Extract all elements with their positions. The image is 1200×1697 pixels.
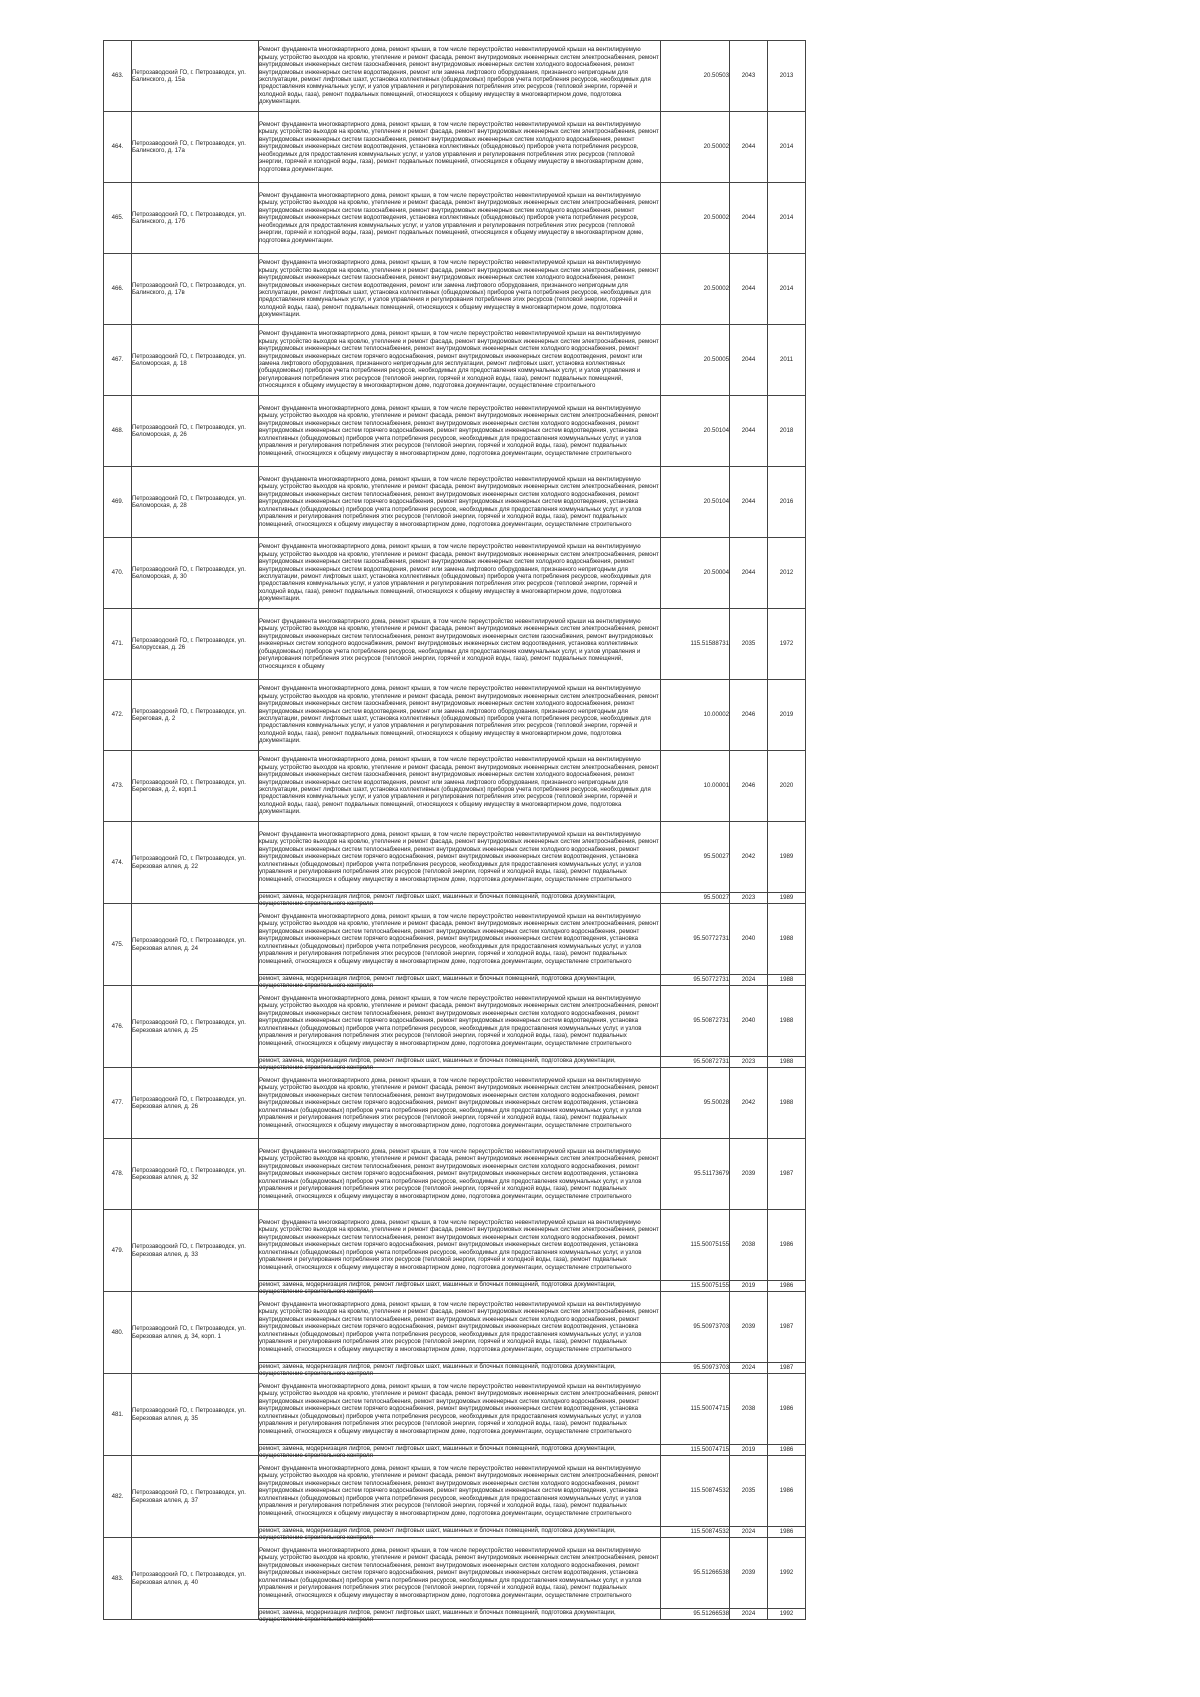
table-row	[104, 986, 806, 1057]
work-description-cell	[259, 975, 661, 990]
work-description-text: Ремонт фундамента многоквартирного дома, ремонт крыши, в том числе переустройство невентилируемой крыши на вентилируемую крышу, устройство выходов на кровлю, утепление и ремонт фасада, ремонт внутридомовых инженерных систем электроснабжения, ремонт внутридомовых инженерных систем теплоснабжения, ремонт внутридомовых инженерных систем холодного водоснабжения, ремонт внутридомовых инженерных систем горячего водоснабжения, ремонт внутридомовых инженерных систем водоотведения, установка коллективных (общедомовых) приборов учета потребления ресурсов, необходимых для предоставления коммунальных услуг, и узлов управления и регулирования потребления этих ресурсов (тепловой энергии, горячей и холодной воды, газа), ремонт подвальных помещений, относящихся к общему имуществу в многоквартирном доме, подготовка документации, осуществление строительного	[259, 1382, 659, 1435]
address-cell: Петрозаводский ГО, г. Петрозаводск, ул. Березовая аллея, д. 32	[132, 1139, 259, 1210]
work-description-text: Ремонт фундамента многоквартирного дома, ремонт крыши, в том числе переустройство невентилируемой крыши на вентилируемую крышу, устройство выходов на кровлю, утепление и ремонт фасада, ремонт внутридомовых инженерных систем электроснабжения, ремонт внутридомовых инженерных систем газоснабжения, ремонт внутридомовых инженерных систем холодного водоснабжения, ремонт внутридомовых инженерных систем водоотведения, ремонт или замена лифтового оборудования, признанного непригодным для эксплуатации, ремонт лифтовых шахт, установка коллективных (общедомовых) приборов учета потребления ресурсов, необходимых для предоставления коммунальных услуг, и узлов управления и регулирования потребления этих ресурсов (тепловой энергии, горячей и холодной воды, газа), ремонт подвальных помещений, относящихся к общему имуществу в многоквартирном доме, подготовка документации.	[259, 685, 659, 745]
work-description-text: Ремонт фундамента многоквартирного дома, ремонт крыши, в том числе переустройство невентилируемой крыши на вентилируемую крышу, устройство выходов на кровлю, утепление и ремонт фасада, ремонт внутридомовых инженерных систем электроснабжения, ремонт внутридомовых инженерных систем газоснабжения, ремонт внутридомовых инженерных систем холодного водоснабжения, ремонт внутридомовых инженерных систем водоотведения, ремонт или замена лифтового оборудования, признанного непригодным для эксплуатации, ремонт лифтовых шахт, установка коллективных (общедомовых) приборов учета потребления ресурсов, необходимых для предоставления коммунальных услуг, и узлов управления и регулирования потребления этих ресурсов (тепловой энергии, горячей и холодной воды, газа), ремонт подвальных помещений, относящихся к общему имуществу в многоквартирном доме, подготовка документации.	[259, 259, 659, 319]
work-description-cell	[259, 183, 661, 254]
work-description-text: Ремонт фундамента многоквартирного дома, ремонт крыши, в том числе переустройство невентилируемой крыши на вентилируемую крышу, устройство выходов на кровлю, утепление и ремонт фасада, ремонт внутридомовых инженерных систем электроснабжения, ремонт внутридомовых инженерных систем газоснабжения, ремонт внутридомовых инженерных систем холодного водоснабжения, ремонт внутридомовых инженерных систем водоотведения, ремонт или замена лифтового оборудования, признанного непригодным для эксплуатации, ремонт лифтовых шахт, установка коллективных (общедомовых) приборов учета потребления ресурсов, необходимых для предоставления коммунальных услуг, и узлов управления и регулирования потребления этих ресурсов (тепловой энергии, горячей и холодной воды, газа), ремонт подвальных помещений, относящихся к общему имуществу в многоквартирном доме, подготовка документации.	[259, 543, 659, 603]
build-year-cell: 1988	[768, 904, 806, 975]
table-row	[104, 1068, 806, 1139]
build-year-cell: 2012	[768, 538, 806, 609]
build-year-cell: 2014	[768, 112, 806, 183]
planned-year-cell: 2039	[730, 1292, 768, 1363]
capital-repair-table	[103, 40, 806, 1624]
build-year-cell: 2018	[768, 396, 806, 467]
build-year-cell: 1987	[768, 1139, 806, 1210]
row-number: 476.	[104, 986, 132, 1068]
build-year-cell: 1987	[768, 1363, 806, 1374]
row-number: 468.	[104, 396, 132, 467]
cost-cell: 115.50074715	[661, 1445, 730, 1456]
row-number: 480.	[104, 1292, 132, 1374]
build-year-cell: 1972	[768, 609, 806, 680]
row-number: 474.	[104, 822, 132, 904]
row-number: 483.	[104, 1538, 132, 1620]
build-year-cell: 2014	[768, 183, 806, 254]
planned-year-cell: 2024	[730, 1609, 768, 1620]
build-year-cell: 1992	[768, 1538, 806, 1609]
address-cell: Петрозаводский ГО, г. Петрозаводск, ул. Березовая аллея, д. 33	[132, 1210, 259, 1292]
work-description-text: ремонт, замена, модернизация лифтов, ремонт лифтовых шахт, машинных и блочных помещений, подготовка документации, осуществление строительного контроля	[259, 893, 616, 908]
row-number: 465.	[104, 183, 132, 254]
row-number: 477.	[104, 1068, 132, 1139]
planned-year-cell: 2044	[730, 467, 768, 538]
build-year-cell: 2013	[768, 41, 806, 112]
planned-year-cell: 2044	[730, 325, 768, 396]
work-description-text: Ремонт фундамента многоквартирного дома, ремонт крыши, в том числе переустройство невентилируемой крыши на вентилируемую крышу, устройство выходов на кровлю, утепление и ремонт фасада, ремонт внутридомовых инженерных систем электроснабжения, ремонт внутридомовых инженерных систем теплоснабжения, ремонт внутридомовых инженерных систем холодного водоснабжения, ремонт внутридомовых инженерных систем горячего водоснабжения, ремонт внутридомовых инженерных систем водоотведения, установка коллективных (общедомовых) приборов учета потребления ресурсов, необходимых для предоставления коммунальных услуг, и узлов управления и регулирования потребления этих ресурсов (тепловой энергии, горячей и холодной воды, газа), ремонт подвальных помещений, относящихся к общему имуществу в многоквартирном доме, подготовка документации, осуществление строительного	[259, 475, 659, 528]
table-row	[104, 1538, 806, 1609]
work-description-text: Ремонт фундамента многоквартирного дома, ремонт крыши, в том числе переустройство невентилируемой крыши на вентилируемую крышу, устройство выходов на кровлю, утепление и ремонт фасада, ремонт внутридомовых инженерных систем электроснабжения, ремонт внутридомовых инженерных систем теплоснабжения, ремонт внутридомовых инженерных систем холодного водоснабжения, ремонт внутридомовых инженерных систем горячего водоснабжения, ремонт внутридомовых инженерных систем водоотведения, установка коллективных (общедомовых) приборов учета потребления ресурсов, необходимых для предоставления коммунальных услуг, и узлов управления и регулирования потребления этих ресурсов (тепловой энергии, горячей и холодной воды, газа), ремонт подвальных помещений, относящихся к общему имуществу в многоквартирном доме, подготовка документации, осуществление строительного	[259, 1300, 659, 1353]
planned-year-cell: 2019	[730, 1445, 768, 1456]
work-description-text: Ремонт фундамента многоквартирного дома, ремонт крыши, в том числе переустройство невентилируемой крыши на вентилируемую крышу, устройство выходов на кровлю, утепление и ремонт фасада, ремонт внутридомовых инженерных систем электроснабжения, ремонт внутридомовых инженерных систем теплоснабжения, ремонт внутридомовых инженерных систем холодного водоснабжения, ремонт внутридомовых инженерных систем горячего водоснабжения, ремонт внутридомовых инженерных систем водоотведения, установка коллективных (общедомовых) приборов учета потребления ресурсов, необходимых для предоставления коммунальных услуг, и узлов управления и регулирования потребления этих ресурсов (тепловой энергии, горячей и холодной воды, газа), ремонт подвальных помещений, относящихся к общему имуществу в многоквартирном доме, подготовка документации, осуществление строительного	[259, 1147, 659, 1200]
work-description-cell	[259, 1374, 661, 1445]
build-year-cell: 2019	[768, 680, 806, 751]
work-description-text: ремонт, замена, модернизация лифтов, ремонт лифтовых шахт, машинных и блочных помещений, подготовка документации, осуществление строительного контроля	[259, 1609, 616, 1624]
build-year-cell: 1986	[768, 1456, 806, 1527]
cost-cell: 95.50027	[661, 893, 730, 904]
work-description-text: Ремонт фундамента многоквартирного дома, ремонт крыши, в том числе переустройство невентилируемой крыши на вентилируемую крышу, устройство выходов на кровлю, утепление и ремонт фасада, ремонт внутридомовых инженерных систем электроснабжения, ремонт внутридомовых инженерных систем газоснабжения, ремонт внутридомовых инженерных систем холодного водоснабжения, ремонт внутридомовых инженерных систем водоотведения, ремонт или замена лифтового оборудования, признанного непригодным для эксплуатации, ремонт лифтовых шахт, установка коллективных (общедомовых) приборов учета потребления ресурсов, необходимых для предоставления коммунальных услуг, и узлов управления и регулирования потребления этих ресурсов (тепловой энергии, горячей и холодной воды, газа), ремонт подвальных помещений, относящихся к общему имуществу в многоквартирном доме, подготовка документации.	[259, 756, 659, 816]
build-year-cell: 1987	[768, 1292, 806, 1363]
planned-year-cell: 2040	[730, 986, 768, 1057]
planned-year-cell: 2038	[730, 1210, 768, 1281]
cost-cell: 95.50027	[661, 822, 730, 893]
work-description-cell	[259, 1445, 661, 1460]
table-row	[104, 538, 806, 609]
cost-cell: 95.50973703	[661, 1292, 730, 1363]
work-description-text: Ремонт фундамента многоквартирного дома, ремонт крыши, в том числе переустройство невентилируемой крыши на вентилируемую крышу, устройство выходов на кровлю, утепление и ремонт фасада, ремонт внутридомовых инженерных систем электроснабжения, ремонт внутридомовых инженерных систем теплоснабжения, ремонт внутридомовых инженерных систем холодного водоснабжения, ремонт внутридомовых инженерных систем горячего водоснабжения, ремонт внутридомовых инженерных систем водоотведения, установка коллективных (общедомовых) приборов учета потребления ресурсов, необходимых для предоставления коммунальных услуг, и узлов управления и регулирования потребления этих ресурсов (тепловой энергии, горячей и холодной воды, газа), ремонт подвальных помещений, относящихся к общему имуществу в многоквартирном доме, подготовка документации, осуществление строительного	[259, 1076, 659, 1129]
cost-cell: 95.50872731	[661, 1057, 730, 1068]
table-row	[104, 325, 806, 396]
row-number: 481.	[104, 1374, 132, 1456]
cost-cell: 115.50075155	[661, 1281, 730, 1292]
cost-cell: 95.50973703	[661, 1363, 730, 1374]
work-description-cell	[259, 1210, 661, 1281]
document-sheet	[103, 40, 805, 1624]
build-year-cell: 1986	[768, 1374, 806, 1445]
cost-cell: 20.50004	[661, 538, 730, 609]
address-cell: Петрозаводский ГО, г. Петрозаводск, ул. Березовая аллея, д. 22	[132, 822, 259, 904]
build-year-cell: 1986	[768, 1210, 806, 1281]
planned-year-cell: 2044	[730, 254, 768, 325]
planned-year-cell: 2039	[730, 1139, 768, 1210]
planned-year-cell: 2044	[730, 112, 768, 183]
work-description-text: ремонт, замена, модернизация лифтов, ремонт лифтовых шахт, машинных и блочных помещений, подготовка документации, осуществление строительного контроля	[259, 975, 616, 990]
cost-cell: 20.50503	[661, 41, 730, 112]
work-description-cell	[259, 680, 661, 751]
build-year-cell: 1988	[768, 975, 806, 986]
row-number: 482.	[104, 1456, 132, 1538]
planned-year-cell: 2024	[730, 975, 768, 986]
cost-cell: 95.51173679	[661, 1139, 730, 1210]
work-description-cell	[259, 254, 661, 325]
work-description-text: ремонт, замена, модернизация лифтов, ремонт лифтовых шахт, машинных и блочных помещений, подготовка документации, осуществление строительного контроля	[259, 1363, 616, 1378]
cost-cell: 115.50874532	[661, 1527, 730, 1538]
cost-cell: 20.50005	[661, 325, 730, 396]
work-description-cell	[259, 751, 661, 822]
cost-cell: 95.51266538	[661, 1609, 730, 1620]
cost-cell: 95.50772731	[661, 904, 730, 975]
cost-cell: 115.50074715	[661, 1374, 730, 1445]
work-description-cell	[259, 893, 661, 908]
work-description-cell	[259, 538, 661, 609]
cost-cell: 20.50104	[661, 396, 730, 467]
address-cell: Петрозаводский ГО, г. Петрозаводск, ул. Березовая аллея, д. 34, корп. 1	[132, 1292, 259, 1374]
table-row	[104, 1210, 806, 1281]
planned-year-cell: 2044	[730, 183, 768, 254]
table-row	[104, 822, 806, 893]
address-cell: Петрозаводский ГО, г. Петрозаводск, ул. Беломорская, д. 18	[132, 325, 259, 396]
work-description-cell	[259, 1068, 661, 1139]
work-description-text: Ремонт фундамента многоквартирного дома, ремонт крыши, в том числе переустройство невентилируемой крыши на вентилируемую крышу, устройство выходов на кровлю, утепление и ремонт фасада, ремонт внутридомовых инженерных систем электроснабжения, ремонт внутридомовых инженерных систем теплоснабжения, ремонт внутридомовых инженерных систем холодного водоснабжения, ремонт внутридомовых инженерных систем горячего водоснабжения, ремонт внутридомовых инженерных систем водоотведения, установка коллективных (общедомовых) приборов учета потребления ресурсов, необходимых для предоставления коммунальных услуг, и узлов управления и регулирования потребления этих ресурсов (тепловой энергии, горячей и холодной воды, газа), ремонт подвальных помещений, относящихся к общему имуществу в многоквартирном доме, подготовка документации, осуществление строительного	[259, 912, 659, 965]
work-description-cell	[259, 1538, 661, 1609]
row-number: 467.	[104, 325, 132, 396]
build-year-cell: 1988	[768, 986, 806, 1057]
planned-year-cell: 2043	[730, 41, 768, 112]
table-row	[104, 396, 806, 467]
table-row	[104, 1374, 806, 1445]
cost-cell: 115.50075155	[661, 1210, 730, 1281]
build-year-cell: 2020	[768, 751, 806, 822]
work-description-cell	[259, 1139, 661, 1210]
table-row	[104, 680, 806, 751]
table-row	[104, 1456, 806, 1527]
build-year-cell: 1986	[768, 1281, 806, 1292]
row-number: 478.	[104, 1139, 132, 1210]
row-number: 472.	[104, 680, 132, 751]
cost-cell: 20.50002	[661, 254, 730, 325]
planned-year-cell: 2042	[730, 1068, 768, 1139]
address-cell: Петрозаводский ГО, г. Петрозаводск, ул. Белорусская, д. 26	[132, 609, 259, 680]
build-year-cell: 1988	[768, 1057, 806, 1068]
work-description-cell	[259, 396, 661, 467]
build-year-cell: 1986	[768, 1445, 806, 1456]
address-cell: Петрозаводский ГО, г. Петрозаводск, ул. Беломорская, д. 28	[132, 467, 259, 538]
work-description-text: Ремонт фундамента многоквартирного дома, ремонт крыши, в том числе переустройство невентилируемой крыши на вентилируемую крышу, устройство выходов на кровлю, утепление и ремонт фасада, ремонт внутридомовых инженерных систем электроснабжения, ремонт внутридомовых инженерных систем теплоснабжения, ремонт внутридомовых инженерных систем холодного водоснабжения, ремонт внутридомовых инженерных систем горячего водоснабжения, ремонт внутридомовых инженерных систем водоотведения, ремонт или замена лифтового оборудования, признанного непригодным для эксплуатации, ремонт лифтовых шахт, установка коллективных (общедомовых) приборов учета потребления ресурсов, необходимых для предоставления коммунальных услуг, и узлов управления и регулирования потребления этих ресурсов (тепловой энергии, горячей и холодной воды, газа), ремонт подвальных помещений, относящихся к общему имуществу в многоквартирном доме, подготовка документации, осуществление строительного	[259, 330, 659, 390]
table-row	[104, 112, 806, 183]
planned-year-cell: 2023	[730, 893, 768, 904]
planned-year-cell: 2019	[730, 1281, 768, 1292]
work-description-text: Ремонт фундамента многоквартирного дома, ремонт крыши, в том числе переустройство невентилируемой крыши на вентилируемую крышу, устройство выходов на кровлю, утепление и ремонт фасада, ремонт внутридомовых инженерных систем электроснабжения, ремонт внутридомовых инженерных систем теплоснабжения, ремонт внутридомовых инженерных систем холодного водоснабжения, ремонт внутридомовых инженерных систем горячего водоснабжения, ремонт внутридомовых инженерных систем водоотведения, установка коллективных (общедомовых) приборов учета потребления ресурсов, необходимых для предоставления коммунальных услуг, и узлов управления и регулирования потребления этих ресурсов (тепловой энергии, горячей и холодной воды, газа), ремонт подвальных помещений, относящихся к общему имуществу в многоквартирном доме, подготовка документации, осуществление строительного	[259, 1218, 659, 1271]
planned-year-cell: 2039	[730, 1538, 768, 1609]
work-description-cell	[259, 1456, 661, 1527]
address-cell: Петрозаводский ГО, г. Петрозаводск, ул. Березовая аллея, д. 40	[132, 1538, 259, 1620]
build-year-cell: 2016	[768, 467, 806, 538]
work-description-cell	[259, 1609, 661, 1624]
planned-year-cell: 2046	[730, 680, 768, 751]
planned-year-cell: 2024	[730, 1527, 768, 1538]
build-year-cell: 2011	[768, 325, 806, 396]
cost-cell: 95.50028	[661, 1068, 730, 1139]
work-description-text: ремонт, замена, модернизация лифтов, ремонт лифтовых шахт, машинных и блочных помещений, подготовка документации, осуществление строительного контроля	[259, 1281, 616, 1296]
build-year-cell: 1989	[768, 822, 806, 893]
row-number: 469.	[104, 467, 132, 538]
table-row	[104, 183, 806, 254]
table-body	[104, 41, 806, 1624]
planned-year-cell: 2035	[730, 1456, 768, 1527]
row-number: 466.	[104, 254, 132, 325]
planned-year-cell: 2046	[730, 751, 768, 822]
work-description-text: ремонт, замена, модернизация лифтов, ремонт лифтовых шахт, машинных и блочных помещений, подготовка документации, осуществление строительного контроля	[259, 1057, 616, 1072]
cost-cell: 115.51588731	[661, 609, 730, 680]
cost-cell: 10.00001	[661, 751, 730, 822]
table-row	[104, 609, 806, 680]
planned-year-cell: 2038	[730, 1374, 768, 1445]
cost-cell: 115.50874532	[661, 1456, 730, 1527]
work-description-cell	[259, 325, 661, 396]
cost-cell: 95.50772731	[661, 975, 730, 986]
table-row	[104, 1292, 806, 1363]
address-cell: Петрозаводский ГО, г. Петрозаводск, ул. Береговая, д. 2	[132, 680, 259, 751]
work-description-cell	[259, 1292, 661, 1363]
row-number: 464.	[104, 112, 132, 183]
work-description-text: Ремонт фундамента многоквартирного дома, ремонт крыши, в том числе переустройство невентилируемой крыши на вентилируемую крышу, устройство выходов на кровлю, утепление и ремонт фасада, ремонт внутридомовых инженерных систем электроснабжения, ремонт внутридомовых инженерных систем теплоснабжения, ремонт внутридомовых инженерных систем холодного водоснабжения, ремонт внутридомовых инженерных систем горячего водоснабжения, ремонт внутридомовых инженерных систем водоотведения, установка коллективных (общедомовых) приборов учета потребления ресурсов, необходимых для предоставления коммунальных услуг, и узлов управления и регулирования потребления этих ресурсов (тепловой энергии, горячей и холодной воды, газа), ремонт подвальных помещений, относящихся к общему имуществу в многоквартирном доме, подготовка документации, осуществление строительного	[259, 1464, 659, 1517]
work-description-cell	[259, 904, 661, 975]
table-row	[104, 904, 806, 975]
cost-cell: 95.51266538	[661, 1538, 730, 1609]
address-cell: Петрозаводский ГО, г. Петрозаводск, ул. Березовая аллея, д. 24	[132, 904, 259, 986]
address-cell: Петрозаводский ГО, г. Петрозаводск, ул. Балинского, д. 17а	[132, 112, 259, 183]
work-description-cell	[259, 1281, 661, 1296]
address-cell: Петрозаводский ГО, г. Петрозаводск, ул. Березовая аллея, д. 26	[132, 1068, 259, 1139]
address-cell: Петрозаводский ГО, г. Петрозаводск, ул. Беломорская, д. 26	[132, 396, 259, 467]
table-row	[104, 254, 806, 325]
work-description-text: Ремонт фундамента многоквартирного дома, ремонт крыши, в том числе переустройство невентилируемой крыши на вентилируемую крышу, устройство выходов на кровлю, утепление и ремонт фасада, ремонт внутридомовых инженерных систем электроснабжения, ремонт внутридомовых инженерных систем теплоснабжения, ремонт внутридомовых инженерных систем холодного водоснабжения, ремонт внутридомовых инженерных систем горячего водоснабжения, ремонт внутридомовых инженерных систем водоотведения, установка коллективных (общедомовых) приборов учета потребления ресурсов, необходимых для предоставления коммунальных услуг, и узлов управления и регулирования потребления этих ресурсов (тепловой энергии, горячей и холодной воды, газа), ремонт подвальных помещений, относящихся к общему имуществу в многоквартирном доме, подготовка документации, осуществление строительного	[259, 1546, 659, 1599]
table-row	[104, 1139, 806, 1210]
address-cell: Петрозаводский ГО, г. Петрозаводск, ул. Балинского, д. 15а	[132, 41, 259, 112]
work-description-cell	[259, 1057, 661, 1072]
table-row	[104, 751, 806, 822]
work-description-cell	[259, 1527, 661, 1542]
work-description-cell	[259, 41, 661, 112]
work-description-text: Ремонт фундамента многоквартирного дома, ремонт крыши, в том числе переустройство невентилируемой крыши на вентилируемую крышу, устройство выходов на кровлю, утепление и ремонт фасада, ремонт внутридомовых инженерных систем электроснабжения, ремонт внутридомовых инженерных систем газоснабжения, ремонт внутридомовых инженерных систем холодного водоснабжения, ремонт внутридомовых инженерных систем водоотведения, установка коллективных (общедомовых) приборов учета потребления ресурсов, необходимых для предоставления коммунальных услуг, и узлов управления и регулирования потребления этих ресурсов (тепловой энергии, горячей и холодной воды, газа), ремонт подвальных помещений, относящихся к общему имуществу в многоквартирном доме, подготовка документации.	[259, 120, 659, 173]
work-description-cell	[259, 822, 661, 893]
build-year-cell: 1989	[768, 893, 806, 904]
row-number: 475.	[104, 904, 132, 986]
table-row	[104, 467, 806, 538]
row-number: 463.	[104, 41, 132, 112]
work-description-cell	[259, 467, 661, 538]
address-cell: Петрозаводский ГО, г. Петрозаводск, ул. Балинского, д. 17б	[132, 183, 259, 254]
cost-cell: 95.50872731	[661, 986, 730, 1057]
row-number: 473.	[104, 751, 132, 822]
build-year-cell: 1986	[768, 1527, 806, 1538]
address-cell: Петрозаводский ГО, г. Петрозаводск, ул. Березовая аллея, д. 25	[132, 986, 259, 1068]
cost-cell: 20.50002	[661, 112, 730, 183]
address-cell: Петрозаводский ГО, г. Петрозаводск, ул. Березовая аллея, д. 35	[132, 1374, 259, 1456]
work-description-cell	[259, 1363, 661, 1378]
planned-year-cell: 2024	[730, 1363, 768, 1374]
work-description-text: Ремонт фундамента многоквартирного дома, ремонт крыши, в том числе переустройство невентилируемой крыши на вентилируемую крышу, устройство выходов на кровлю, утепление и ремонт фасада, ремонт внутридомовых инженерных систем электроснабжения, ремонт внутридомовых инженерных систем теплоснабжения, ремонт внутридомовых инженерных систем холодного водоснабжения, ремонт внутридомовых инженерных систем горячего водоснабжения, ремонт внутридомовых инженерных систем водоотведения, установка коллективных (общедомовых) приборов учета потребления ресурсов, необходимых для предоставления коммунальных услуг, и узлов управления и регулирования потребления этих ресурсов (тепловой энергии, горячей и холодной воды, газа), ремонт подвальных помещений, относящихся к общему имуществу в многоквартирном доме, подготовка документации, осуществление строительного	[259, 830, 659, 883]
address-cell: Петрозаводский ГО, г. Петрозаводск, ул. Беломорская, д. 30	[132, 538, 259, 609]
planned-year-cell: 2044	[730, 396, 768, 467]
table-row	[104, 41, 806, 112]
address-cell: Петрозаводский ГО, г. Петрозаводск, ул. Березовая аллея, д. 37	[132, 1456, 259, 1538]
build-year-cell: 1988	[768, 1068, 806, 1139]
planned-year-cell: 2035	[730, 609, 768, 680]
work-description-text: Ремонт фундамента многоквартирного дома, ремонт крыши, в том числе переустройство невентилируемой крыши на вентилируемую крышу, устройство выходов на кровлю, утепление и ремонт фасада, ремонт внутридомовых инженерных систем электроснабжения, ремонт внутридомовых инженерных систем теплоснабжения, ремонт внутридомовых инженерных систем холодного водоснабжения, ремонт внутридомовых инженерных систем горячего водоснабжения, ремонт внутридомовых инженерных систем водоотведения, установка коллективных (общедомовых) приборов учета потребления ресурсов, необходимых для предоставления коммунальных услуг, и узлов управления и регулирования потребления этих ресурсов (тепловой энергии, горячей и холодной воды, газа), ремонт подвальных помещений, относящихся к общему имуществу в многоквартирном доме, подготовка документации, осуществление строительного	[259, 994, 659, 1047]
address-cell: Петрозаводский ГО, г. Петрозаводск, ул. Береговая, д. 2, корп.1	[132, 751, 259, 822]
row-number: 479.	[104, 1210, 132, 1292]
build-year-cell: 2014	[768, 254, 806, 325]
planned-year-cell: 2023	[730, 1057, 768, 1068]
work-description-text: Ремонт фундамента многоквартирного дома, ремонт крыши, в том числе переустройство невентилируемой крыши на вентилируемую крышу, устройство выходов на кровлю, утепление и ремонт фасада, ремонт внутридомовых инженерных систем электроснабжения, ремонт внутридомовых инженерных систем газоснабжения, ремонт внутридомовых инженерных систем холодного водоснабжения, ремонт внутридомовых инженерных систем водоотведения, установка коллективных (общедомовых) приборов учета потребления ресурсов, необходимых для предоставления коммунальных услуг, и узлов управления и регулирования потребления этих ресурсов (тепловой энергии, горячей и холодной воды, газа), ремонт подвальных помещений, относящихся к общему имуществу в многоквартирном доме, подготовка документации.	[259, 191, 659, 244]
cost-cell: 10.00002	[661, 680, 730, 751]
cost-cell: 20.50104	[661, 467, 730, 538]
work-description-text: ремонт, замена, модернизация лифтов, ремонт лифтовых шахт, машинных и блочных помещений, подготовка документации, осуществление строительного контроля	[259, 1527, 616, 1542]
row-number: 471.	[104, 609, 132, 680]
build-year-cell: 1992	[768, 1609, 806, 1620]
planned-year-cell: 2044	[730, 538, 768, 609]
work-description-text: Ремонт фундамента многоквартирного дома, ремонт крыши, в том числе переустройство невентилируемой крыши на вентилируемую крышу, устройство выходов на кровлю, утепление и ремонт фасада, ремонт внутридомовых инженерных систем электроснабжения, ремонт внутридомовых инженерных систем газоснабжения, ремонт внутридомовых инженерных систем холодного водоснабжения, ремонт внутридомовых инженерных систем водоотведения, ремонт или замена лифтового оборудования, признанного непригодным для эксплуатации, ремонт лифтовых шахт, установка коллективных (общедомовых) приборов учета потребления ресурсов, необходимых для предоставления коммунальных услуг, и узлов управления и регулирования потребления этих ресурсов (тепловой энергии, горячей и холодной воды, газа), ремонт подвальных помещений, относящихся к общему имуществу в многоквартирном доме, подготовка документации.	[259, 46, 659, 106]
work-description-text: Ремонт фундамента многоквартирного дома, ремонт крыши, в том числе переустройство невентилируемой крыши на вентилируемую крышу, устройство выходов на кровлю, утепление и ремонт фасада, ремонт внутридомовых инженерных систем электроснабжения, ремонт внутридомовых инженерных систем теплоснабжения, ремонт внутридомовых инженерных систем холодного водоснабжения, ремонт внутридомовых инженерных систем горячего водоснабжения, ремонт внутридомовых инженерных систем водоотведения, установка коллективных (общедомовых) приборов учета потребления ресурсов, необходимых для предоставления коммунальных услуг, и узлов управления и регулирования потребления этих ресурсов (тепловой энергии, горячей и холодной воды, газа), ремонт подвальных помещений, относящихся к общему имуществу в многоквартирном доме, подготовка документации, осуществление строительного	[259, 404, 659, 457]
row-number: 470.	[104, 538, 132, 609]
planned-year-cell: 2042	[730, 822, 768, 893]
planned-year-cell: 2040	[730, 904, 768, 975]
work-description-cell	[259, 112, 661, 183]
cost-cell: 20.50002	[661, 183, 730, 254]
work-description-text: Ремонт фундамента многоквартирного дома, ремонт крыши, в том числе переустройство невентилируемой крыши на вентилируемую крышу, устройство выходов на кровлю, утепление и ремонт фасада, ремонт внутридомовых инженерных систем электроснабжения, ремонт внутридомовых инженерных систем теплоснабжения, ремонт внутридомовых инженерных систем газоснабжения, ремонт внутридомовых инженерных систем холодного водоснабжения, ремонт внутридомовых инженерных систем водоотведения, установка коллективных (общедомовых) приборов учета потребления ресурсов, необходимых для предоставления коммунальных услуг, и узлов управления и регулирования потребления этих ресурсов (тепловой энергии, горячей и холодной воды, газа), ремонт подвальных помещений, относящихся к общему	[259, 617, 659, 670]
work-description-cell	[259, 609, 661, 680]
address-cell: Петрозаводский ГО, г. Петрозаводск, ул. Балинского, д. 17в	[132, 254, 259, 325]
work-description-cell	[259, 986, 661, 1057]
work-description-text: ремонт, замена, модернизация лифтов, ремонт лифтовых шахт, машинных и блочных помещений, подготовка документации, осуществление строительного контроля	[259, 1445, 616, 1460]
